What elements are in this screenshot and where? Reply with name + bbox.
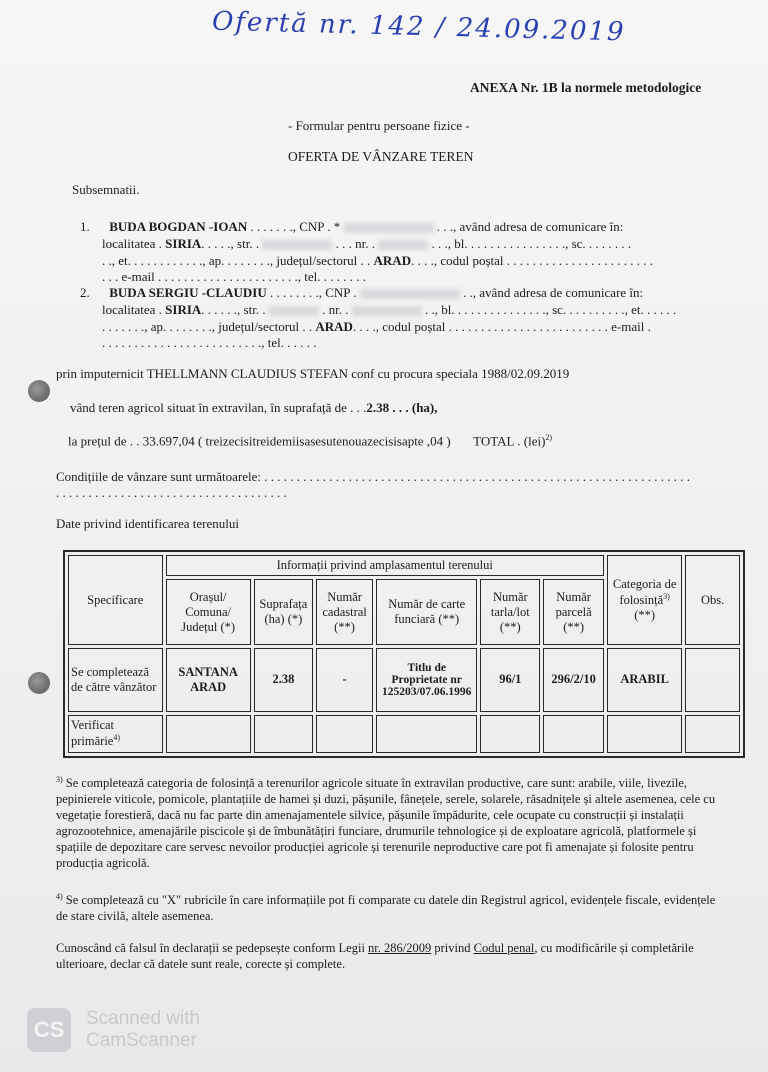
person-1-county: ARAD	[373, 253, 412, 268]
sale-area-value: 2.38	[366, 400, 390, 415]
person-2-line-2: localitatea . SIRIA. . . . . ., str. . . nr. . . ., bl. . . . . . . . . . . . . . ., sc. . . . . . . . . ., et. . . . . .	[102, 302, 677, 317]
redacted-street	[269, 306, 319, 316]
penal-code-reference: Codul penal	[473, 941, 535, 955]
footnote-3: $^{3)}$ Se completează categoria de folosință a terenurilor agricole situate în extravilan productive, care sunt: arabile, viile, livezile, pepinierele viticole, pomicole, plantațiile de hamei și duzi, pășunile, fânețele, serele, solarele, răsadnițele și altele asemenea, cele cu vegetație forestieră, dacă nu fac parte din amenajamentele silvice, pășunile împădurite, cele ocupate cu construcții și instalații agrozootehnice, amenajările piscicole și de îmbunătățiri funciare, drumurile tehnologice și de exploatare agricolă, platformele și spațiile de depozitare care servesc nevoilor producției agricole și terenurile neproductive care pot fi amenajate și folosite pentru producția agricolă.	[56, 775, 716, 871]
cell-obs	[685, 648, 740, 712]
conditions-line-2: . . . . . . . . . . . . . . . . . . . . . . . . . . . . . . . . . . . .	[56, 485, 287, 500]
header-cadastral: Număr cadastral (**)	[316, 579, 373, 645]
row-label-seller: Se completează de către vânzător	[68, 648, 163, 712]
redacted-number	[378, 240, 428, 250]
footnote-4: $^{4)}$ Se completează cu "X" rubricile în care informațiile pot fi comparate cu datele din Registrul agricol, evidențele fiscale, evidențele de stare civilă, altele asemenea.	[56, 892, 716, 924]
document-title: OFERTA DE VÂNZARE TEREN	[288, 149, 474, 164]
header-obs: Obs.	[685, 555, 740, 645]
header-group: Informații privind amplasamentul terenului	[166, 555, 604, 576]
person-2-line-3: . . . . . . ., ap. . . . . . . ., județul/sectorul . . ARAD. . . ., codul poștal . . . . . . . . . . . . . . . . . . . . . . . . . e-mail .	[102, 319, 651, 334]
law-reference: nr. 286/2009	[368, 941, 432, 955]
sale-price-line: la prețul de . . 33.697,04 ( treizecisitreidemiisasesutenouazecisisapte ,04 ) TOTAL . (lei)$^{2)}$	[68, 433, 553, 449]
person-1-line-4: . . . e-mail . . . . . . . . . . . . . . . . . . . . . ., tel. . . . . . . .	[102, 269, 366, 284]
redacted-cnp	[344, 223, 434, 233]
header-area: Suprafața (ha) (*)	[254, 579, 313, 645]
person-2-line-4: . . . . . . . . . . . . . . . . . . . . . . . . ., tel. . . . . .	[102, 335, 317, 350]
row-label-verified: Verificat primărie$^{4)}$	[68, 715, 163, 753]
intro-text: Subsemnatii.	[72, 182, 140, 197]
person-1-line-3: . ., et. . . . . . . . . . . ., ap. . . . . . . ., județul/sectorul . . ARAD. . . ., codul poștal . . . . . . . . . . . . . . . . . . . . . . .	[102, 253, 654, 268]
person-2-county: ARAD	[315, 319, 353, 334]
section-title: Date privind identificarea terenului	[56, 516, 240, 531]
cell-tarla: 96/1	[480, 648, 540, 712]
representative-line: prin imputernicit THELLMANN CLAUDIUS STEFAN conf cu procura speciala 1988/02.09.2019	[56, 366, 570, 381]
header-land-book: Număr de carte funciară (**)	[376, 579, 477, 645]
cell-cadastral: -	[316, 648, 373, 712]
redacted-number	[352, 306, 422, 316]
person-1-city: SIRIA	[165, 236, 202, 251]
header-parcel: Număr parcelă (**)	[543, 579, 604, 645]
header-tarla: Număr tarla/lot (**)	[480, 579, 540, 645]
land-info-table	[63, 550, 745, 758]
punch-hole	[28, 380, 50, 402]
cell-area: 2.38	[254, 648, 313, 712]
handwritten-offer-number: Ofertă nr. 142 / 24.09.2019	[211, 6, 626, 48]
person-2-name: BUDA SERGIU -CLAUDIU	[109, 285, 267, 300]
person-1-name: BUDA BOGDAN -IOAN	[109, 219, 248, 234]
punch-hole	[28, 672, 50, 694]
annex-heading: ANEXA Nr. 1B la normele metodologice	[470, 80, 702, 95]
table-row	[68, 648, 740, 712]
redacted-street	[262, 240, 332, 250]
header-category: Categoria de folosință$^{3)}$ (**)	[607, 555, 682, 645]
redacted-cnp	[360, 289, 460, 299]
sale-price-text: la prețul de . . 33.697,04 ( treizecisitreidemiisasesutenouazecisisapte ,04 )	[68, 433, 451, 449]
header-city: Orașul/ Comuna/ Județul (*)	[166, 579, 251, 645]
person-1-line-1: 1. BUDA BOGDAN -IOAN . . . . . . ., CNP . * . . ., având adresa de comunicare în:	[80, 219, 624, 234]
person-1-number: 1.	[80, 219, 90, 234]
sale-area-line: vând teren agricol situat în extravilan, în suprafață de . . .2.38 . . . (ha),	[70, 400, 438, 415]
form-subtitle: - Formular pentru persoane fizice -	[288, 118, 470, 133]
cell-land-book: Titlu de Proprietate nr 125203/07.06.1996	[376, 648, 477, 712]
total-label: TOTAL . (lei)	[473, 433, 546, 449]
camscanner-logo: CS	[27, 1008, 71, 1052]
conditions-line: Condițiile de vânzare sunt următoarele: . . . . . . . . . . . . . . . . . . . . . . . . . . . . . . . . . . . . . . . . . . . . . . . . . . . . . . . . . . . . . . . . . .	[56, 469, 691, 484]
person-2-line-1: 2. BUDA SERGIU -CLAUDIU . . . . . . . ., CNP . . ., având adresa de comunicare în:	[80, 285, 644, 300]
cell-city: SANTANA ARAD	[166, 648, 251, 712]
person-2-city: SIRIA	[165, 302, 202, 317]
declaration: Cunoscând că falsul în declarații se pedepsește conform Legii nr. 286/2009 privind Codul penal, cu modificările și completările ulterioare, declar că datele sunt reale, corecte și complete.	[56, 941, 694, 971]
cell-category: ARABIL	[607, 648, 682, 712]
header-spec: Specificare	[68, 555, 163, 645]
person-2-number: 2.	[80, 285, 90, 300]
camscanner-watermark: Scanned with CamScanner	[86, 1008, 201, 1051]
table-row	[68, 715, 740, 753]
person-1-line-2: localitatea . SIRIA. . . . ., str. . . . . nr. . . . ., bl. . . . . . . . . . . . . . . ., sc. . . . . . . .	[102, 236, 632, 251]
cell-parcel: 296/2/10	[543, 648, 604, 712]
